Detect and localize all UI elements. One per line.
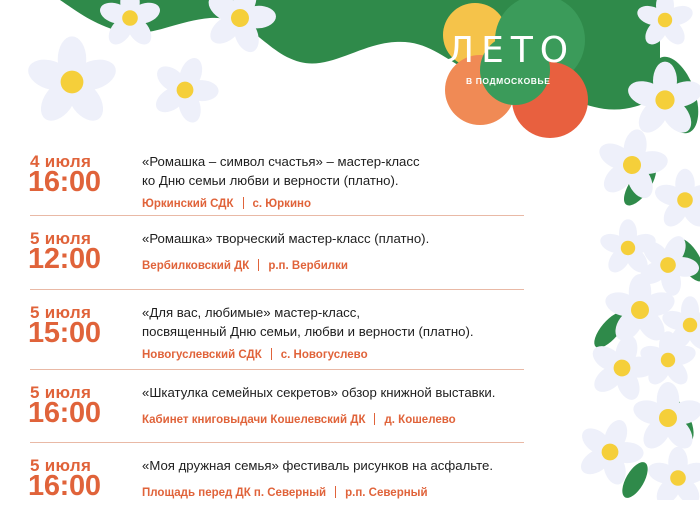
event-item: [0, 152, 600, 222]
event-venue: Новогуслевский СДК: [142, 349, 262, 361]
event-locality: р.п. Вербилки: [268, 260, 348, 272]
event-title-line: «Моя дружная семья» фестиваль рисунков на асфальте.: [142, 458, 493, 473]
event-date: 5 июля: [30, 456, 92, 475]
event-place: [142, 259, 348, 272]
event-locality: д. Кошелево: [384, 414, 456, 426]
event-venue: Площадь перед ДК п. Северный: [142, 487, 327, 499]
separator: [271, 348, 272, 360]
event-locality: р.п. Северный: [345, 487, 428, 499]
event-date: 5 июля: [30, 383, 92, 402]
event-title: [142, 383, 562, 402]
event-venue: Кабинет книговыдачи Кошелевский ДК: [142, 414, 366, 426]
event-title: [142, 152, 562, 190]
event-title-line: посвященный Дню семьи, любви и верности (платно).: [142, 324, 474, 339]
event-title: [142, 229, 562, 248]
divider: [30, 289, 524, 290]
event-place: [142, 413, 456, 426]
separator: [335, 486, 336, 498]
separator: [258, 259, 259, 271]
event-title-line: «Для вас, любимые» мастер-класс,: [142, 305, 361, 320]
divider: [30, 215, 524, 216]
leto-logo: [430, 0, 605, 145]
logo-word: ЛЕТО: [447, 30, 576, 71]
event-locality: с. Юркино: [252, 198, 311, 210]
event-time: 16:00: [28, 166, 101, 198]
event-time: 16:00: [28, 470, 101, 502]
event-time: 16:00: [28, 397, 101, 429]
event-venue: Вербилковский ДК: [142, 260, 250, 272]
event-place: [142, 197, 311, 210]
event-title: [142, 456, 562, 475]
event-title-line: ко Дню семьи любви и верности (платно).: [142, 173, 399, 188]
event-item: [0, 456, 600, 526]
event-time: 12:00: [28, 243, 101, 275]
event-time: 15:00: [28, 317, 101, 349]
event-locality: с. Новогуслево: [280, 349, 368, 361]
event-place: [142, 348, 368, 361]
event-date: 4 июля: [30, 152, 92, 171]
separator: [243, 197, 244, 209]
event-title: [142, 303, 562, 341]
divider: [30, 369, 524, 370]
event-title-line: «Ромашка – символ счастья» – мастер-класс: [142, 154, 420, 169]
divider: [30, 442, 524, 443]
event-date: 5 июля: [30, 229, 92, 248]
event-title-line: «Шкатулка семейных секретов» обзор книжной выставки.: [142, 385, 496, 400]
logo-subtitle: В ПОДМОСКОВЬЕ: [466, 76, 551, 86]
event-place: [142, 486, 428, 499]
event-item: [0, 303, 600, 373]
separator: [374, 413, 375, 425]
event-title-line: «Ромашка» творческий мастер-класс (платно).: [142, 231, 430, 246]
event-date: 5 июля: [30, 303, 92, 322]
event-venue: Юркинский СДК: [142, 198, 234, 210]
